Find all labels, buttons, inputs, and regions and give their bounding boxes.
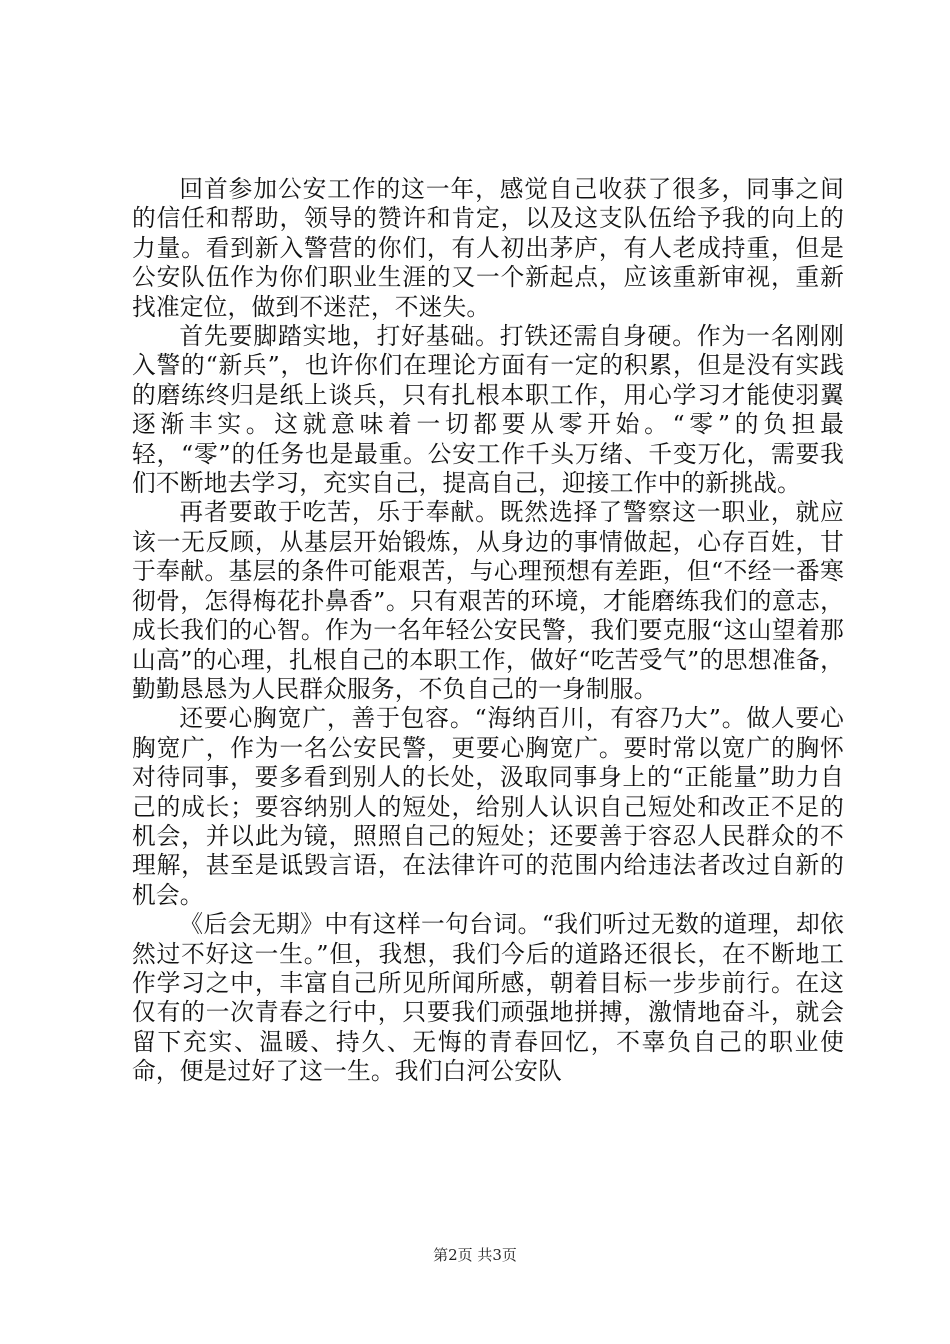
paragraph-1: 回首参加公安工作的这一年，感觉自己收获了很多，同事之间的信任和帮助，领导的赞许和肯定，以及这支队伍给予我的向上的力量。看到新入警营的你们，有人初出茅庐，有人老成持重，但是公安队伍作为你们职业生涯的又一个新起点，应该重新审视，重新找准定位，做到不迷茫，不迷失。	[132, 175, 844, 321]
paragraph-3: 再者要敢于吃苦，乐于奉献。既然选择了警察这一职业，就应该一无反顾，从基层开始锻炼，从身边的事情做起，心存百姓，甘于奉献。基层的条件可能艰苦，与心理预想有差距，但“不经一番寒彻骨，怎得梅花扑鼻香”。只有艰苦的环境，才能磨练我们的意志，成长我们的心智。作为一名年轻公安民警，我们要克服“这山望着那山高”的心理，扎根自己的本职工作，做好“吃苦受气”的思想准备，勤勤恳恳为人民群众服务，不负自己的一身制服。	[132, 498, 844, 703]
document-body	[132, 175, 844, 1087]
paragraph-4: 还要心胸宽广，善于包容。“海纳百川，有容乃大”。做人要心胸宽广，作为一名公安民警，更要心胸宽广。要时常以宽广的胸怀对待同事，要多看到别人的长处，汲取同事身上的“正能量”助力自己的成长；要容纳别人的短处，给别人认识自己短处和改正不足的机会，并以此为镜，照照自己的短处；还要善于容忍人民群众的不理解，甚至是诋毁言语，在法律许可的范围内给违法者改过自新的机会。	[132, 704, 844, 909]
paragraph-5: 《后会无期》中有这样一句台词。“我们听过无数的道理，却依然过不好这一生。”但，我想，我们今后的道路还很长，在不断地工作学习之中，丰富自己所见所闻所感，朝着目标一步步前行。在这仅有的一次青春之行中，只要我们顽强地拼搏，激情地奋斗，就会留下充实、温暖、持久、无悔的青春回忆，不辜负自己的职业使命，便是过好了这一生。我们白河公安队	[132, 910, 844, 1086]
page-footer: 第2页 共3页	[433, 1246, 517, 1264]
paragraph-2: 首先要脚踏实地，打好基础。打铁还需自身硬。作为一名刚刚入警的“新兵”，也许你们在理论方面有一定的积累，但是没有实践的磨练终归是纸上谈兵，只有扎根本职工作，用心学习才能使羽翼逐渐丰实。这就意味着一切都要从零开始。“零”的负担最轻，“零”的任务也是最重。公安工作千头万绪、千变万化，需要我们不断地去学习，充实自己，提高自己，迎接工作中的新挑战。	[132, 322, 844, 498]
